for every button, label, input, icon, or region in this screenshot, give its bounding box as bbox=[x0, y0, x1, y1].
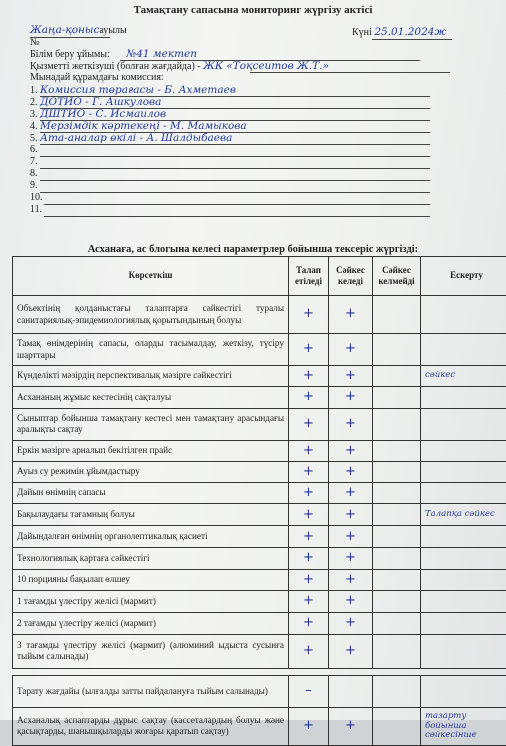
commission-label: Мынадай құрамдағы комиссия: bbox=[30, 72, 164, 83]
table-row: 1 тағамды үлестіру желісі (мармит) + + bbox=[13, 590, 506, 612]
table-row: Еркін мәзірге арналып бекітілген прайс + + bbox=[13, 440, 506, 461]
commission-member: 10. bbox=[30, 192, 43, 203]
commission-member: 4. Мерзімдік кәртекеңі - М. Мамыкова bbox=[30, 120, 247, 132]
table-row: 3 тағамды үлестіру желісі (мармит) (алюминий ыдыста сусынға тыйым салынады) + + bbox=[13, 634, 506, 668]
col-note: Ескерту bbox=[421, 257, 506, 296]
table-row: Объектінің қолданыстағы талаптарға сәйкестігі туралы санитариялық-эпидемиологиялық қорытындының болуы + + bbox=[13, 296, 506, 334]
col-indicator: Көрсеткіш bbox=[13, 257, 289, 296]
school-label: Білім беру ұйымы: bbox=[30, 49, 110, 60]
table-row: Технологиялық картаға сәйкестігі + + bbox=[13, 548, 506, 569]
location-suffix: ауылы bbox=[99, 25, 126, 36]
commission-member: 5. Ата-аналар өкілі - А. Шалдыбаева bbox=[30, 132, 232, 144]
commission-member: 1. Комиссия төрағасы - Б. Ахметаев bbox=[30, 84, 236, 96]
location-underline bbox=[30, 37, 110, 38]
date-value: 25.01.2024ж bbox=[374, 26, 446, 38]
inspection-table bbox=[12, 256, 506, 746]
table-row: 2 тағамды үлестіру желісі (мармит) + + bbox=[13, 612, 506, 634]
commission-member: 9. bbox=[30, 180, 38, 191]
table-row: Күнделікті мәзірдің перспективалық мәзірге сәйкестігі + + сәйкес bbox=[13, 366, 506, 387]
table-row: Сыныптар бойынша тамақтану кестесі мен тамақтану арасындағы аралықты сақтау + + bbox=[13, 408, 506, 440]
school-line bbox=[30, 48, 197, 60]
number-label: № bbox=[30, 37, 40, 48]
table-gap bbox=[13, 668, 506, 675]
supplier-line bbox=[30, 60, 329, 72]
commission-member: 7. bbox=[30, 156, 38, 167]
location-line bbox=[30, 24, 127, 36]
supplier-value: ЖК «Тоқсеитов Ж.Т.» bbox=[203, 60, 329, 72]
commission-member: 3. ДШТИО - С. Исмаилов bbox=[30, 108, 166, 120]
supplier-underline bbox=[250, 72, 450, 73]
commission-member: 6. bbox=[30, 144, 38, 155]
document-title: Тамақтану сапасына мониторинг жүргізу актісі bbox=[0, 4, 506, 16]
table-row: 10 порцияны бақылап өлшеу + + bbox=[13, 569, 506, 590]
table-row: Тарату жағдайы (ылғалды затты пайдалануға тыйым салынады) – bbox=[13, 675, 506, 707]
school-value: №41 мектеп bbox=[126, 48, 197, 60]
table-row: Дайын өнімнің сапасы + + bbox=[13, 483, 506, 504]
supplier-label: Қызметті жеткізуші (болған жағдайда) - bbox=[30, 61, 201, 72]
col-mismatch: Сәйкес келмейді bbox=[373, 257, 421, 296]
col-required: Талап етіледі bbox=[289, 257, 329, 296]
table-row: Тамақ өнімдерінің сапасы, оларды тасымалдау, жеткізу, түсіру шарттары + + bbox=[13, 334, 506, 366]
table-row: Асханалық аспаптарды дұрыс сақтау (кассеталардың болуы және қасықтарды, шанышқыларды жоғары қаратып сақтау) + + тазарту бойынша сәйкесінше bbox=[13, 707, 506, 745]
commission-member: 8. bbox=[30, 168, 38, 179]
table-header bbox=[13, 257, 506, 296]
table-title: Асханаға, ас блогына келесі параметрлер бойынша тексеріс жүргізді: bbox=[0, 244, 506, 255]
table-row: Асхананың жұмыс кестесінің сақталуы + + bbox=[13, 387, 506, 408]
date-underline bbox=[372, 39, 452, 40]
table-row: Дайындалған өнімнің органолептикалық қасиеті + + bbox=[13, 526, 506, 548]
date-label: Күні bbox=[352, 27, 372, 38]
commission-member: 2. ДОТИО - Г. Ашкулова bbox=[30, 96, 161, 108]
col-match: Сәйкес келеді bbox=[329, 257, 373, 296]
table-row: Бақылаудағы тағамның болуы + + Талапқа сәйкес bbox=[13, 504, 506, 526]
location-value: Жаңа-қоныс bbox=[30, 24, 99, 36]
table-row: Ауыз су режимін ұйымдастыру + + bbox=[13, 461, 506, 482]
date-line bbox=[352, 26, 446, 38]
commission-member: 11. bbox=[30, 204, 42, 215]
